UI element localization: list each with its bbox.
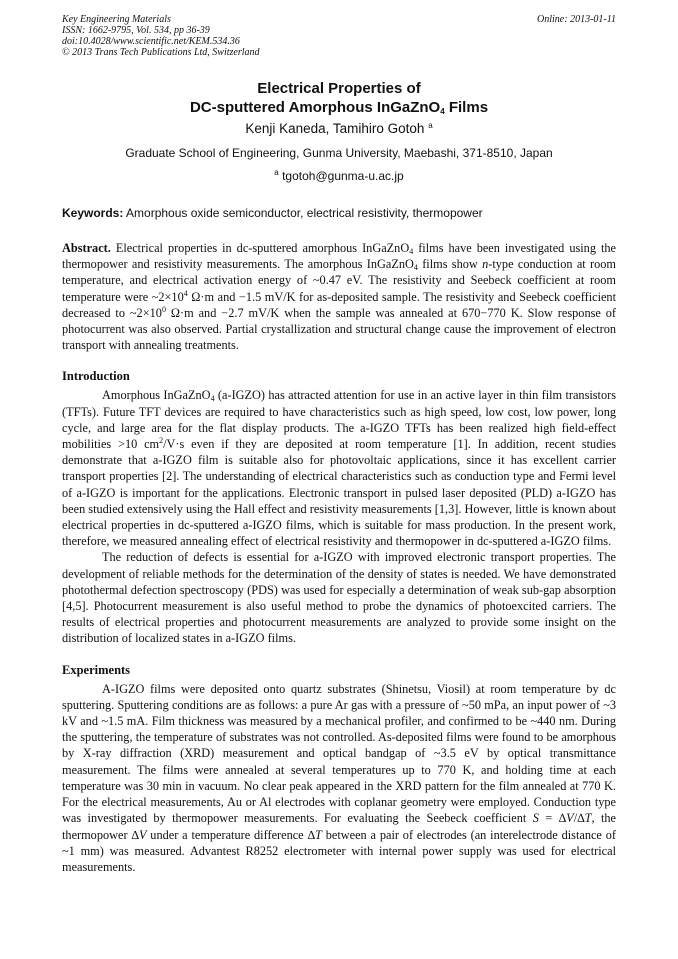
exp-text: , the thermopower ∆: [62, 811, 617, 842]
online-date: Online: 2013-01-11: [537, 14, 616, 25]
abstract-exponent: 4: [183, 288, 188, 298]
journal-name: Key Engineering Materials: [62, 14, 171, 25]
abstract-text: -type conduction at room temperature, and electrical activation energy of ~0.47 eV. The resistivity and Seebeck coefficient at room temperature were ~2×10: [62, 257, 616, 304]
journal-issn: ISSN: 1662-9795, Vol. 534, pp 36-39: [62, 25, 210, 36]
journal-doi: doi:10.4028/www.scientific.net/KEM.534.36: [62, 36, 240, 47]
exp-text: under a temperature difference ∆: [146, 827, 316, 842]
abstract-text: Ω·m and −2.7 mV/K when the sample was annealed at 670−770 K. Slow response of photocurrent was also observed. Partial crystallization and structural change cause the improvement of electron transport with annealing treatments.: [62, 305, 617, 353]
email-mark: a: [274, 168, 279, 177]
keywords-text: Amorphous oxide semiconductor, electrical resistivity, thermopower: [123, 206, 483, 220]
author-list: [62, 120, 616, 138]
intro-sup: 2: [159, 436, 164, 446]
abstract-sub: 4: [413, 263, 418, 273]
author-names: Kenji Kaneda, Tamihiro Gotoh: [245, 121, 425, 136]
title-text-end: Films: [444, 99, 489, 116]
exp-italic: V: [138, 827, 147, 842]
exp-text: = ∆: [538, 811, 567, 826]
exp-text: between a pair of electrodes (an interelectrode distance of ~1 mm) was measured. Advantest R8252 electrometer with internal power supply was used for electrical measurements.: [62, 827, 616, 874]
title-subscript: 4: [440, 107, 445, 116]
exp-italic: T: [584, 811, 592, 826]
abstract-sub: 4: [409, 247, 414, 256]
abstract-text: Ω·m and −1.5 mV/K for as-deposited sample. The resistivity and Seebeck coefficient decreased to ~2×10: [62, 289, 617, 320]
abstract-text: films have been investigated using the thermopower and resistivity measurements. The amorphous InGaZnO: [62, 241, 616, 272]
exp-text: /∆: [573, 811, 585, 826]
exp-italic: T: [315, 827, 322, 842]
abstract-exponent: 0: [161, 304, 166, 314]
abstract-label: Abstract.: [62, 241, 111, 255]
abstract-text: films show: [417, 257, 483, 272]
title-line-2: [62, 98, 616, 117]
abstract-italic: n: [482, 257, 489, 272]
journal-header: [62, 14, 616, 58]
intro-sub: 4: [210, 394, 215, 404]
author-mark: a: [428, 121, 433, 130]
abstract: [62, 240, 616, 353]
email-address: tgotoh@gunma-u.ac.jp: [282, 169, 404, 183]
introduction-paragraph-1: [62, 387, 616, 549]
affiliation: Graduate School of Engineering, Gunma University, Maebashi, 371-8510, Japan: [125, 146, 553, 160]
keywords: [62, 206, 616, 221]
introduction-paragraph-2: The reduction of defects is essential for a-IGZO with improved electronic transport properties. The development of reliable methods for the determination of the density of states is needed. We have demonstrated photothermal defection spectroscopy (PDS) was used for especially a determination of weak sub-gap absorption [4,5]. Photocurrent measurement is also useful method to probe the dynamics of photoexcited carriers. The results of electrical properties and photocurrent measurements are analyzed to provide some insight on the distribution of localized states in a-IGZO films.: [62, 550, 616, 646]
exp-italic: S: [532, 811, 539, 826]
exp-text: A-IGZO films were deposited onto quartz substrates (Shinetsu, Viosil) at room temperature by dc sputtering. Sputtering conditions are as follows: a pure Ar gas with a pressure of ~50 mPa, an input power of ~3 kV and ~1.5 mA. Film thickness was measured by a mechanical profiler, and confirmed to be ~440 nm. During the sputtering, the temperature of substrates was not controlled. As-deposited films were found to be amorphous by X-ray diffraction (XRD) measurement and optical bandgap of ~3.5 eV by optical transmittance measurement. The films were annealed at several temperatures up to 770 K, and holding time at each temperature was 30 min in vacuum. No clear peak appeared in the XRD pattern for the film annealed at 770 K. For the electrical measurements, Au or Al electrodes with coplanar geometry were employed. Conduction type was investigated by thermopower measurements. For evaluating the Seebeck coefficient: [62, 681, 616, 826]
title-line-1: Electrical Properties of: [257, 80, 421, 97]
paper-title: [62, 79, 616, 117]
title-text: DC-sputtered Amorphous InGaZnO: [189, 99, 441, 116]
experiments-heading: Experiments: [62, 662, 131, 677]
introduction-section: [62, 387, 616, 646]
keywords-label: Keywords:: [62, 206, 124, 220]
exp-italic: V: [566, 811, 574, 826]
intro-text: (a-IGZO) has attracted attention for use in an active layer in thin film transistors (TFTs). Future TFT devices are required to have characteristics such as high speed, low cost, low power, long cycle, and large area for the flat display products. The a-IGZO TFTs has been realized high field-effect mobilities >10 cm: [62, 388, 617, 452]
experiments-paragraph-1: [62, 681, 616, 875]
introduction-heading: Introduction: [62, 369, 130, 384]
journal-copyright: © 2013 Trans Tech Publications Ltd, Switzerland: [62, 47, 260, 58]
experiments-section: [62, 681, 616, 875]
intro-text: Amorphous InGaZnO: [102, 388, 211, 403]
author-email: [62, 169, 616, 184]
abstract-text: Electrical properties in dc-sputtered amorphous InGaZnO: [110, 241, 410, 255]
intro-text: /V·s even if they are deposited at room temperature [1]. In addition, recent studies demonstrate that a-IGZO film is suitable also for photovoltaic applications, since it has excellent carrier transport properties [2]. The understanding of electrical characteristics such as conduction type and Fermi level of a-IGZO is important for the applications. Electronic transport in pulsed laser deposited (PLD) a-IGZO has been studied extensively using the Hall effect and resistivity measurements [1,3]. However, little is known about electrical properties in dc-sputtered a-IGZO films, which is suitable for mass production. In the present work, therefore, we measured annealing effect of electrical resistivity and thermopower in dc-sputtered a-IGZO films.: [62, 437, 616, 549]
